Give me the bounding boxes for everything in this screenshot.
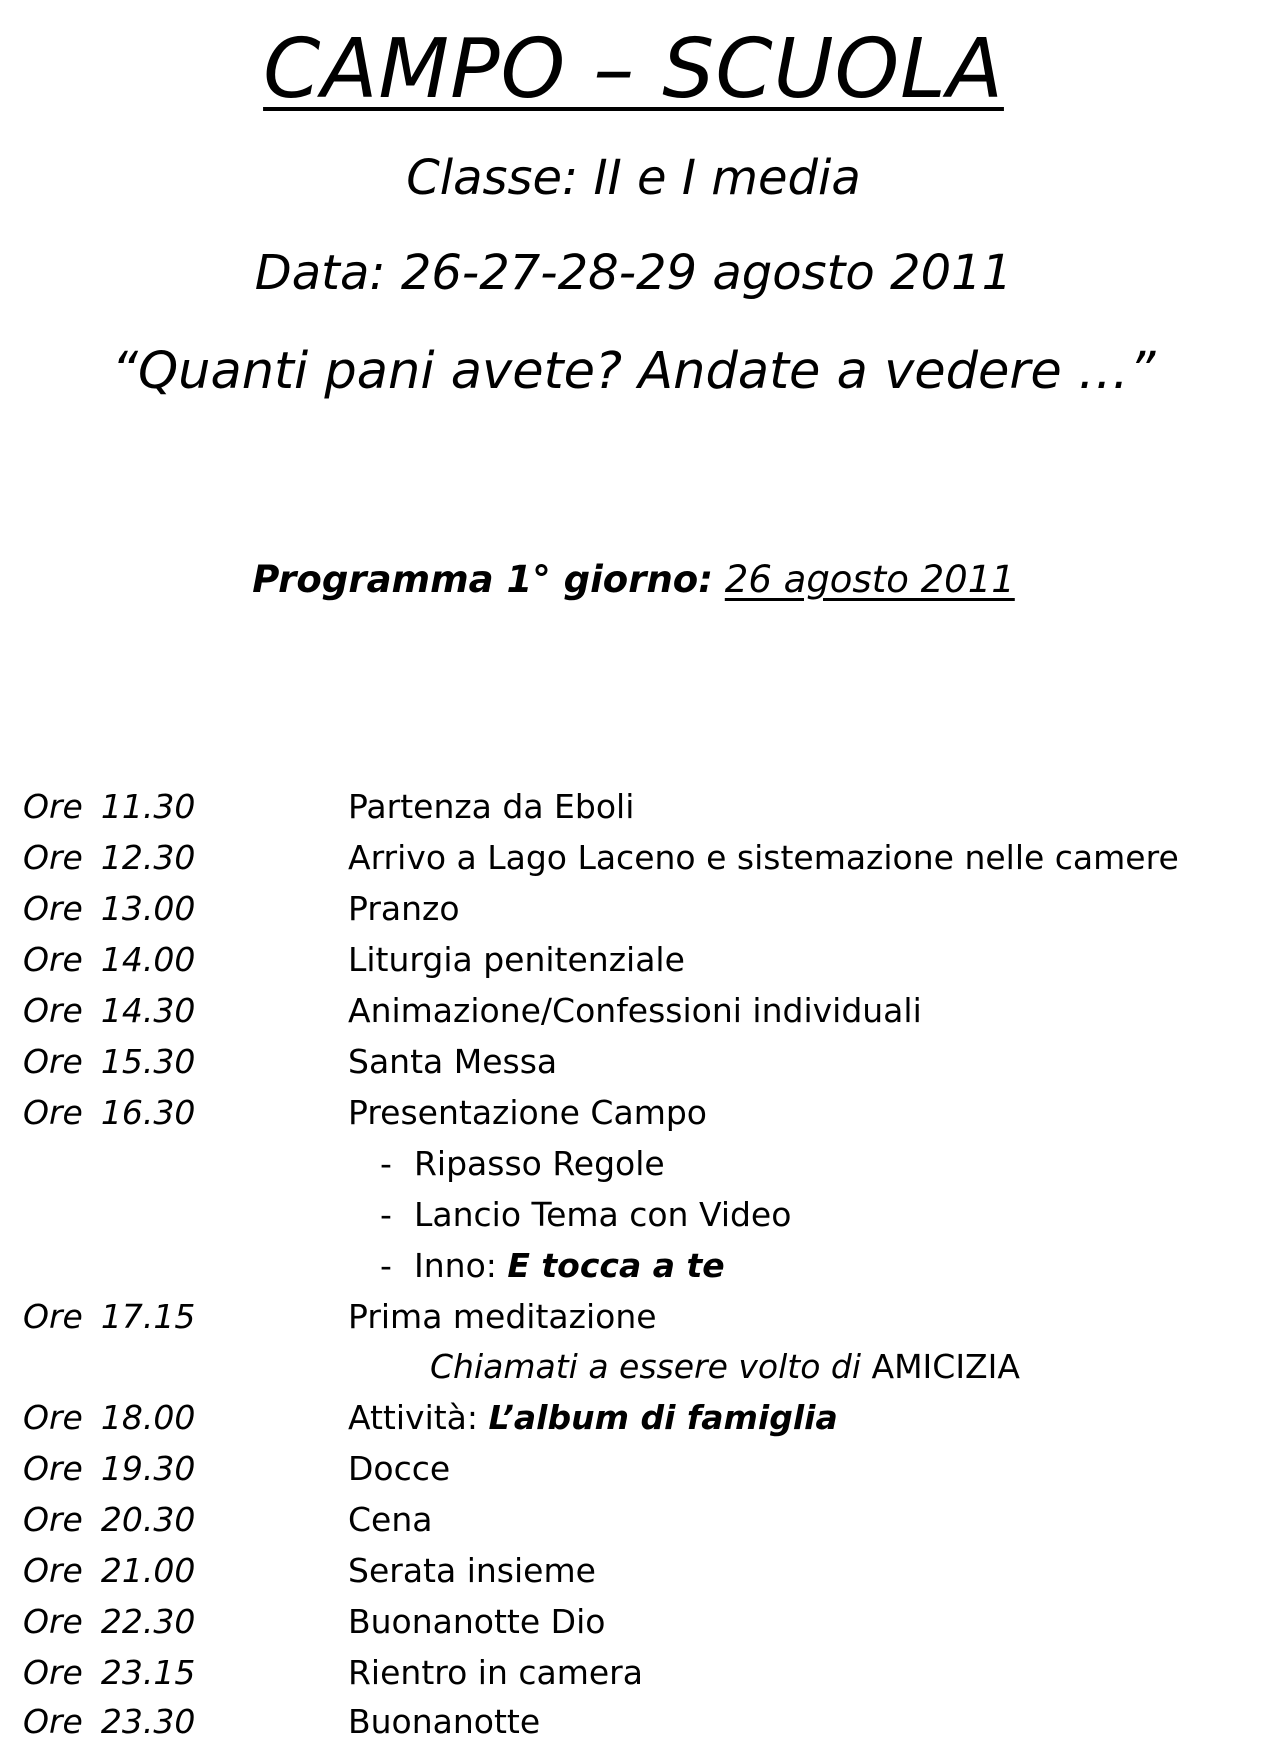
schedule-activity: Rientro in camera [348,1653,643,1692]
sub-item: - Lancio Tema con Video [380,1195,792,1234]
schedule-activity: Buonanotte Dio [348,1602,606,1641]
schedule-time: Ore 14.00 [23,940,196,979]
schedule-time: Ore 13.00 [23,889,196,928]
meditation-note: Chiamati a essere volto di AMICIZIA [430,1347,1020,1386]
schedule-activity: Cena [348,1500,433,1539]
schedule-time: Ore 18.00 [23,1398,196,1437]
schedule-time: Ore 14.30 [23,991,196,1030]
schedule-time: Ore 23.15 [23,1653,196,1692]
schedule-activity: Buonanotte [348,1702,541,1741]
schedule-activity: Serata insieme [348,1551,596,1590]
quote-line: “Quanti pani avete? Andate a vedere …” [111,342,1156,401]
schedule-activity: Pranzo [348,889,460,928]
schedule-time: Ore 19.30 [23,1449,196,1488]
schedule-time: Ore 20.30 [23,1500,196,1539]
schedule-time: Ore 23.30 [23,1702,196,1741]
program-date: 26 agosto 2011 [724,558,1015,601]
sub-item: - Ripasso Regole [380,1144,665,1183]
schedule-time: Ore 11.30 [23,787,196,826]
class-line: Classe: II e I media [406,150,861,206]
schedule-time: Ore 15.30 [23,1042,196,1081]
schedule-activity: Docce [348,1449,451,1488]
schedule-time: Ore 17.15 [23,1297,196,1336]
sub-item: - Inno: E tocca a te [380,1246,725,1285]
schedule-time: Ore 22.30 [23,1602,196,1641]
schedule-activity: Prima meditazione [348,1297,657,1336]
schedule-activity: Animazione/Confessioni individuali [348,991,922,1030]
schedule-time: Ore 21.00 [23,1551,196,1590]
schedule-time: Ore 16.30 [23,1093,196,1132]
date-line: Data: 26-27-28-29 agosto 2011 [254,245,1013,301]
schedule-activity: Arrivo a Lago Laceno e sistemazione nelle camere [348,838,1179,877]
schedule-time: Ore 12.30 [23,838,196,877]
schedule-activity: Presentazione Campo [348,1093,707,1132]
schedule-activity: Liturgia penitenziale [348,940,685,979]
document-title: CAMPO – SCUOLA [263,22,1004,117]
program-label: Programma 1° giorno: [252,558,714,601]
schedule-activity: Partenza da Eboli [348,787,635,826]
schedule-activity: Santa Messa [348,1042,558,1081]
schedule-activity: Attività: L’album di famiglia [348,1398,838,1437]
